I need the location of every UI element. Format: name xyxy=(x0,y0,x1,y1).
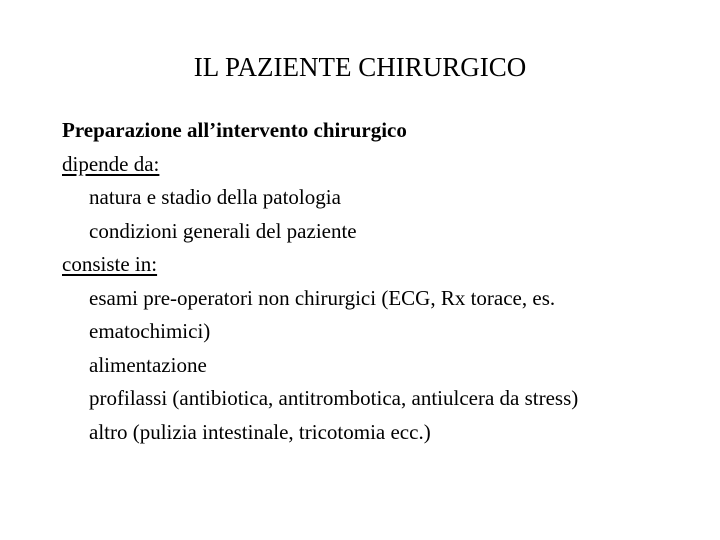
slide-body xyxy=(62,114,682,449)
list-item: natura e stadio della patologia xyxy=(89,185,341,209)
list-item: profilassi (antibiotica, antitrombotica, antiulcera da stress) xyxy=(89,386,579,410)
slide-title: IL PAZIENTE CHIRURGICO xyxy=(193,52,527,82)
list-item: condizioni generali del paziente xyxy=(89,218,357,243)
lead-line: Preparazione all’intervento chirurgico xyxy=(62,118,407,142)
list-item: alimentazione xyxy=(89,352,207,377)
list-item: altro (pulizia intestinale, tricotomia ecc.) xyxy=(89,419,431,444)
list-item-continuation: ematochimici) xyxy=(89,319,211,343)
list-item: esami pre-operatori non chirurgici (ECG, Rx torace, es. xyxy=(89,285,556,310)
section-heading-depends: dipende da: xyxy=(62,151,160,176)
section-heading-consists: consiste in: xyxy=(62,252,158,276)
